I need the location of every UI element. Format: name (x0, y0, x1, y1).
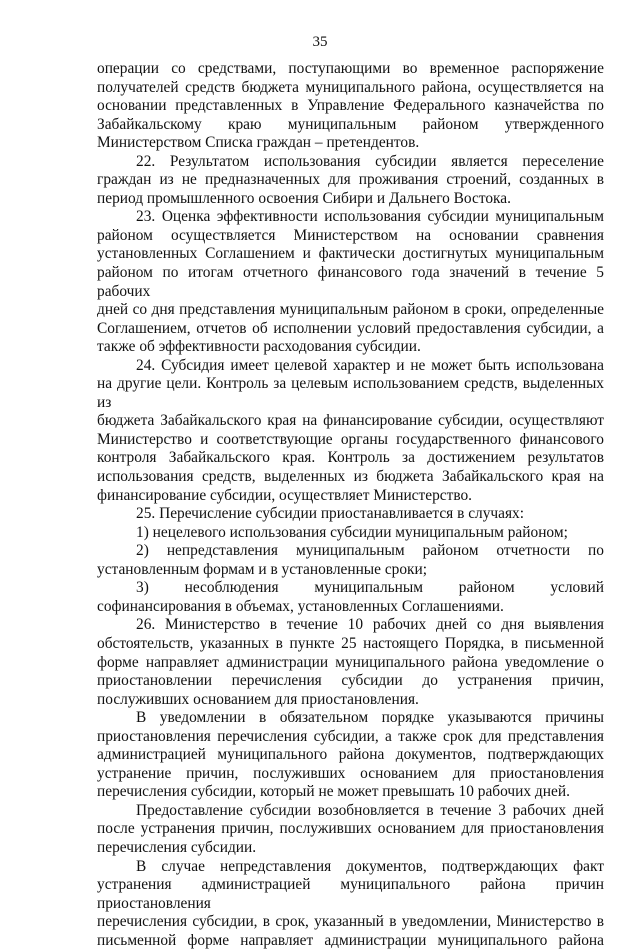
list-item-3 (97, 579, 604, 616)
text-line: обстоятельств, указанных в пункте 25 настоящего Порядка, в письменной (97, 634, 604, 652)
text-line: дней со дня представления муниципальным районом в сроки, определенные (97, 301, 604, 319)
text-line: 3) несоблюдения муниципальным районом условий (136, 579, 604, 597)
text-line: 22. Результатом использования субсидии является переселение (136, 152, 604, 170)
text-line: районом по итогам отчетного финансового года значений в течение 5 рабочих (97, 264, 604, 300)
text-line: софинансирования в объемах, установленных Соглашениями. (97, 597, 504, 615)
text-line: районом осуществляется Министерством на основании сравнения (97, 226, 604, 244)
text-line: устранения администрацией муниципального района причин приостановления (97, 876, 604, 912)
text-line: приостановлении перечисления субсидии до устранения причин, (97, 672, 604, 690)
paragraph-24 (97, 357, 604, 505)
text-line: послуживших основанием для приостановления. (97, 690, 419, 708)
text-line: В случае непредставления документов, подтверждающих факт (136, 857, 604, 875)
text-line: В уведомлении в обязательном порядке указываются причины (136, 709, 604, 727)
text-line: Соглашением, отчетов об исполнении условий предоставления субсидии, а (97, 319, 604, 337)
text-line: приостановления перечисления субсидии, а также срок для представления (97, 727, 604, 745)
text-line: письменной форме направляет администрации муниципального района (97, 931, 604, 949)
paragraph-23 (97, 208, 604, 356)
text-line: Предоставление субсидии возобновляется в течение 3 рабочих дней (136, 801, 604, 819)
text-line: использования средств, выделенных из бюджета Забайкальского края на (97, 468, 604, 486)
text-line: также об эффективности расходования субсидии. (97, 338, 421, 356)
text-line: 26. Министерство в течение 10 рабочих дней со дня выявления (136, 616, 604, 634)
text-line: 23. Оценка эффективности использования субсидии муниципальным (136, 208, 604, 226)
text-line: перечисления субсидии. (97, 838, 257, 856)
paragraph-non-submission (97, 858, 604, 950)
text-line: 24. Субсидия имеет целевой характер и не может быть использована (136, 356, 604, 374)
paragraph-22 (97, 153, 604, 209)
text-line: 2) непредставления муниципальным районом отчетности по (136, 542, 604, 560)
text-line: Министерством Списка граждан – претендентов. (97, 134, 420, 152)
text-line: финансирование субсидии, осуществляет Министерство. (97, 486, 473, 504)
text-line: Министерство и соответствующие органы государственного финансового (97, 430, 604, 448)
text-line: контроля Забайкальского края. Контроль за достижением результатов (97, 449, 604, 467)
text-line: установленным формам и в установленные сроки; (97, 560, 428, 578)
text-line: устранение причин, послуживших основанием для приостановления (97, 764, 604, 782)
paragraph-25 (97, 505, 604, 524)
text-line: на другие цели. Контроль за целевым использованием средств, выделенных из (97, 375, 604, 411)
paragraph-continuation (97, 60, 604, 153)
text-line: установленных Соглашением и фактически достигнутых муниципальным (97, 245, 604, 263)
paragraph-resumption (97, 802, 604, 858)
text-line: 1) нецелевого использования субсидии муниципальным районом; (136, 523, 568, 541)
text-line: получателей средств бюджета муниципального района, осуществляется на (97, 78, 604, 96)
text-line: Забайкальскому краю муниципальным районом утвержденного (97, 115, 604, 133)
list-item-1 (97, 524, 604, 543)
text-line: основании представленных в Управление Федерального казначейства по (97, 97, 604, 115)
text-line: операции со средствами, поступающими во временное распоряжение (97, 60, 604, 77)
text-line: период промышленного освоения Сибири и Дальнего Востока. (97, 189, 511, 207)
list-item-2 (97, 542, 604, 579)
paragraph-26 (97, 616, 604, 709)
text-line: 25. Перечисление субсидии приостанавливается в случаях: (136, 505, 525, 523)
text-line: после устранения причин, послуживших основанием для приостановления (97, 820, 604, 838)
text-line: бюджета Забайкальского края на финансирование субсидии, осуществляют (97, 412, 604, 430)
text-line: перечисления субсидии, который не может превышать 10 рабочих дней. (97, 783, 570, 801)
paragraph-notification (97, 709, 604, 802)
page-number: 35 (312, 34, 328, 50)
text-line: форме направляет администрации муниципального района уведомление о (97, 653, 604, 671)
text-line: граждан из не предназначенных для проживания строений, созданных в (97, 171, 604, 189)
document-body (97, 60, 604, 950)
text-line: перечисления субсидии, в срок, указанный в уведомлении, Министерство в (97, 913, 604, 931)
text-line: администрацией муниципального района документов, подтверждающих (97, 746, 604, 764)
